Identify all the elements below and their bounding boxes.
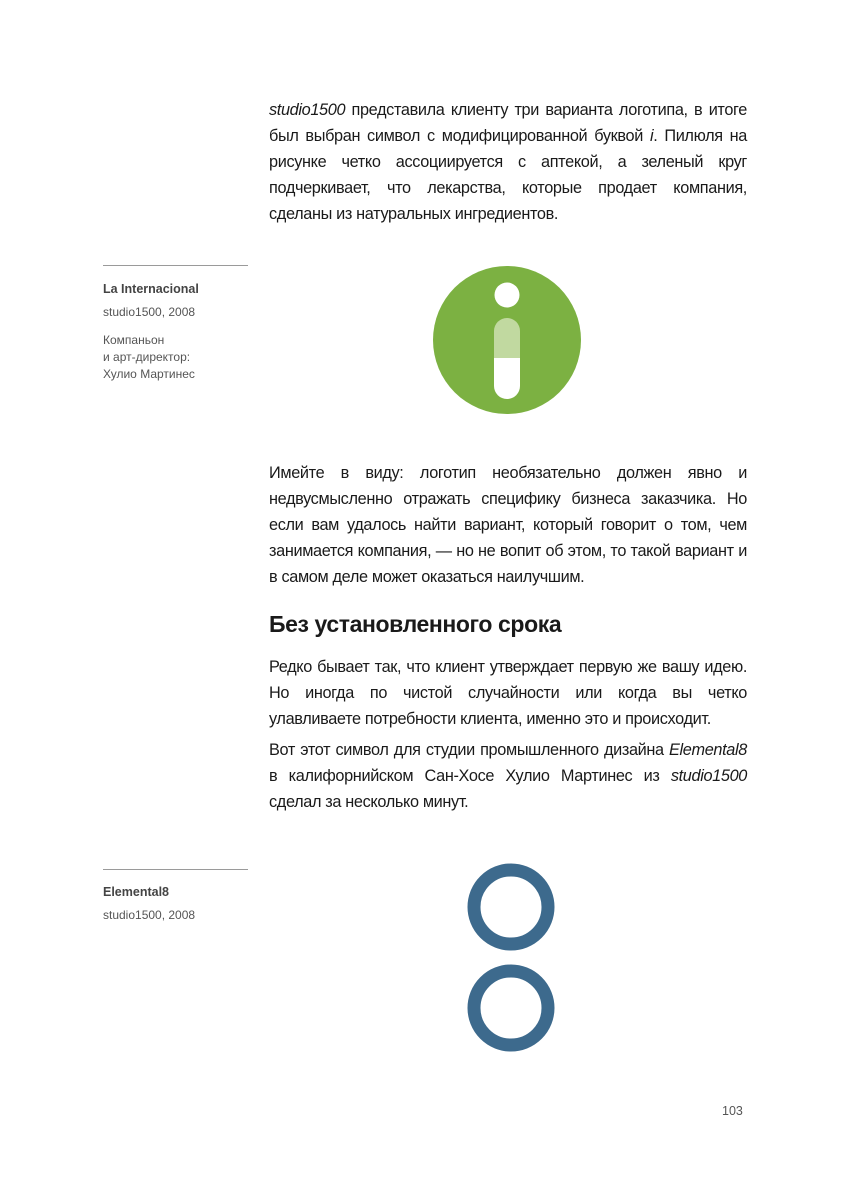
text: . Пилюля на рисунке четко ассоциируется с аптекой, а зеленый круг подчеркивает, что лекарства, которые продает компания, сделаны из натуральных ингредиентов. xyxy=(269,127,747,223)
body-paragraph: Редко бывает так, что клиент утверждает первую же вашу идею. Но иногда по чистой случайности или когда вы четко улавливаете потребности клиента, именно это и происходит. xyxy=(269,658,747,728)
page-number: 103 xyxy=(722,1104,743,1118)
studio-name: studio1500 xyxy=(670,767,747,785)
pill-top xyxy=(494,318,520,358)
text: представила клиенту три варианта логотипа, в итоге был выбран символ с модифицированной буквой xyxy=(269,101,747,145)
logo-dot xyxy=(495,283,520,308)
logo-ring-top xyxy=(474,870,548,944)
elemental8-logo xyxy=(460,856,562,1061)
caption-divider xyxy=(103,869,248,870)
caption-title: La Internacional xyxy=(103,282,199,296)
section-heading: Без установленного срока xyxy=(269,611,562,637)
caption-la-internacional xyxy=(103,281,199,383)
caption-studio: studio1500, 2008 xyxy=(103,908,196,922)
logo-ring-bottom xyxy=(474,971,548,1045)
text: в калифорнийском Сан-Хосе Хулио Мартинес из xyxy=(269,767,671,785)
caption-role: Компаньон xyxy=(103,333,165,347)
caption-title: Elemental8 xyxy=(103,885,170,899)
pill-bottom xyxy=(494,358,520,399)
text: Вот этот символ для студии промышленного дизайна xyxy=(269,741,670,759)
caption-author: Хулио Мартинес xyxy=(103,367,195,381)
caption-role: и арт-директор: xyxy=(103,350,191,364)
body-paragraph: Имейте в виду: логотип необязательно должен явно и недвусмысленно отражать специфику бизнеса заказчика. Но если вам удалось найти вариант, который говорит о том, чем занимается компания, — но не вопит об этом, то такой вариант и в самом деле может оказаться наилучшим. xyxy=(269,464,747,586)
letter-i: i xyxy=(649,127,654,145)
body-paragraph xyxy=(269,737,747,815)
caption-elemental8 xyxy=(103,884,195,924)
company-name: Elemental8 xyxy=(669,741,747,759)
caption-studio: studio1500, 2008 xyxy=(103,305,196,319)
intro-paragraph xyxy=(269,97,747,227)
text: сделал за несколько минут. xyxy=(269,793,469,811)
la-internacional-logo xyxy=(432,265,582,415)
studio-name: studio1500 xyxy=(269,101,346,119)
caption-divider xyxy=(103,265,248,266)
